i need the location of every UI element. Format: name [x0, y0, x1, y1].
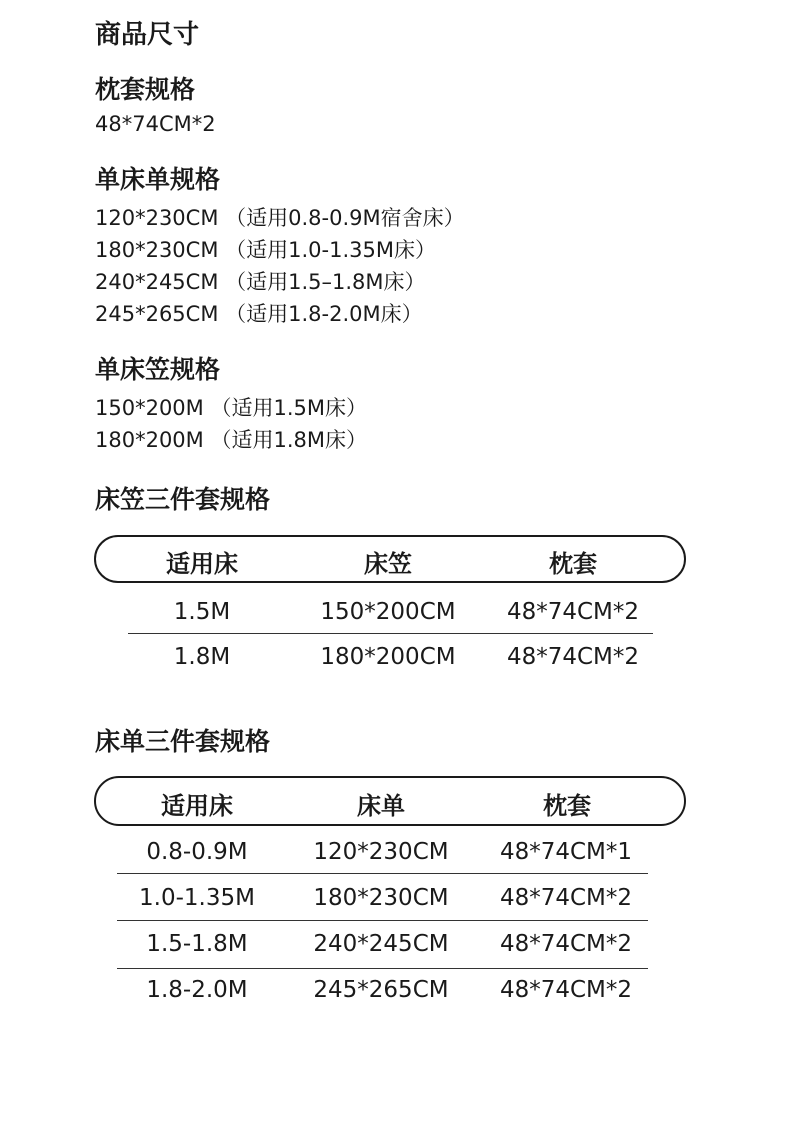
row-divider [117, 968, 648, 969]
table-cell: 48*74CM*2 [499, 885, 633, 911]
table-cell: 1.0-1.35M [139, 885, 255, 911]
table-cell: 48*74CM*2 [499, 931, 633, 957]
table-cell: 180*230CM [313, 885, 449, 911]
table-cell: 48*74CM*2 [506, 599, 640, 625]
sheet-set-heading: 床单三件套规格 [95, 727, 271, 756]
table-cell: 48*74CM*2 [499, 977, 633, 1003]
flat-sheet-line: 245*265CM （适用1.8-2.0M床） [95, 302, 423, 326]
table-cell: 0.8-0.9M [146, 839, 248, 865]
column-header: 适用床 [166, 550, 238, 578]
pillowcase-line: 48*74CM*2 [95, 112, 216, 136]
flat-sheet-line: 240*245CM （适用1.5–1.8M床） [95, 270, 426, 294]
row-divider [128, 633, 653, 634]
page-title: 商品尺寸 [95, 20, 200, 50]
pillowcase-heading: 枕套规格 [95, 75, 196, 104]
flat-sheet-line: 180*230CM （适用1.0-1.35M床） [95, 238, 436, 262]
column-header: 床笠 [364, 550, 412, 578]
row-divider [117, 873, 648, 874]
column-header: 床单 [357, 792, 405, 820]
table-cell: 1.8M [173, 644, 231, 670]
column-header: 枕套 [549, 550, 597, 578]
table-cell: 150*200CM [320, 599, 456, 625]
table-cell: 120*230CM [313, 839, 449, 865]
flat-sheet-line: 120*230CM （适用0.8-0.9M宿舍床） [95, 206, 465, 230]
fitted-set-heading: 床笠三件套规格 [95, 485, 271, 514]
row-divider [117, 920, 648, 921]
table-cell: 48*74CM*2 [506, 644, 640, 670]
table-cell: 1.8-2.0M [146, 977, 248, 1003]
fitted-sheet-line: 150*200M （适用1.5M床） [95, 396, 367, 420]
column-header: 枕套 [543, 792, 591, 820]
flat-sheet-heading: 单床单规格 [95, 165, 221, 194]
table-cell: 48*74CM*1 [499, 839, 633, 865]
table-cell: 1.5-1.8M [146, 931, 248, 957]
table-cell: 245*265CM [313, 977, 449, 1003]
table-cell: 180*200CM [320, 644, 456, 670]
table-cell: 1.5M [173, 599, 231, 625]
fitted-sheet-line: 180*200M （适用1.8M床） [95, 428, 367, 452]
fitted-sheet-heading: 单床笠规格 [95, 355, 221, 384]
column-header: 适用床 [161, 792, 233, 820]
table-cell: 240*245CM [313, 931, 449, 957]
